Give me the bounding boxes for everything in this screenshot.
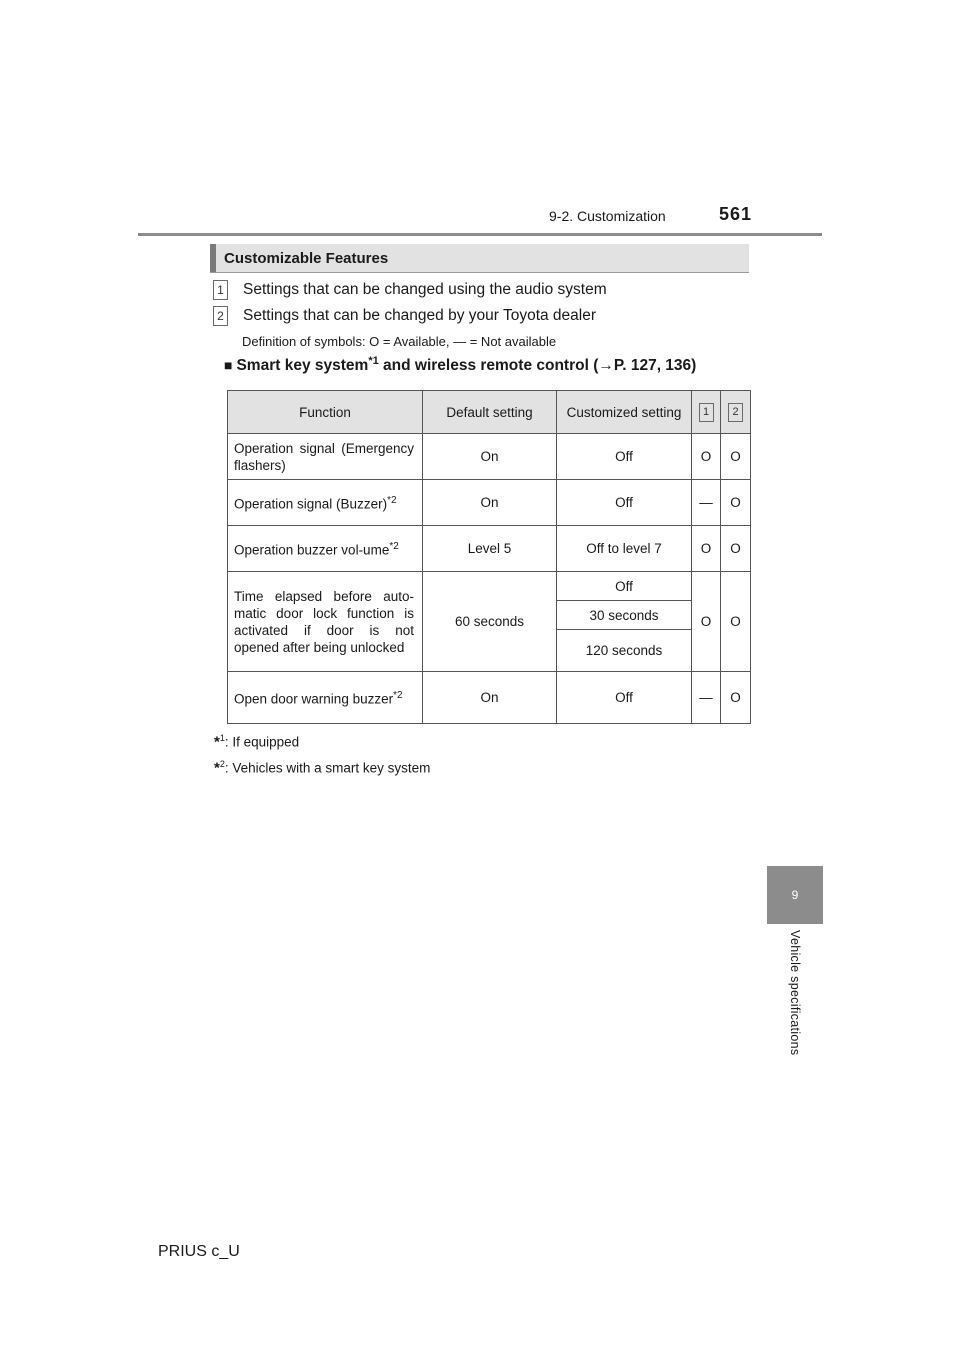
subheading-text-1: Smart key system bbox=[236, 357, 369, 375]
table-row bbox=[228, 480, 751, 526]
footer-model: PRIUS c_U bbox=[158, 1243, 240, 1260]
table-row bbox=[228, 672, 751, 724]
header-section: 9-2. Customization bbox=[549, 208, 666, 224]
row-col-2: O bbox=[721, 434, 751, 480]
row-customized-option: 120 seconds bbox=[557, 630, 692, 672]
arrow-right-icon: → bbox=[598, 357, 614, 375]
row-col-1: — bbox=[692, 672, 721, 724]
row-default: On bbox=[423, 480, 557, 526]
row-col-1: O bbox=[692, 572, 721, 672]
row-default: 60 seconds bbox=[423, 572, 557, 672]
footnote-text: : If equipped bbox=[224, 734, 300, 750]
row-function-text: Open door warning buzzer bbox=[234, 691, 394, 707]
asterisk-icon: * bbox=[214, 733, 220, 751]
row-function bbox=[228, 672, 423, 724]
chapter-label: Vehicle specifications bbox=[788, 930, 802, 1056]
row-function bbox=[228, 480, 423, 526]
chapter-tab[interactable] bbox=[767, 866, 823, 924]
header-customized: Customized setting bbox=[557, 391, 692, 434]
footnote-number: 1 bbox=[219, 733, 225, 743]
header-col-2 bbox=[721, 391, 751, 434]
legend-item-1 bbox=[213, 280, 607, 300]
row-col-2: O bbox=[721, 672, 751, 724]
row-customized: Off to level 7 bbox=[557, 526, 692, 572]
footnote-ref-1: *1 bbox=[368, 355, 379, 367]
number-1-icon: 1 bbox=[213, 280, 228, 300]
row-default: On bbox=[423, 434, 557, 480]
page-number: 561 bbox=[719, 204, 753, 224]
legend-text-2: Settings that can be changed by your Toyota dealer bbox=[243, 307, 597, 324]
row-function-text: Operation signal (Buzzer) bbox=[234, 496, 388, 512]
footnote-ref-2: *2 bbox=[393, 690, 403, 702]
table-row bbox=[228, 526, 751, 572]
symbol-definition: Definition of symbols: O = Available, — = Not available bbox=[242, 334, 557, 349]
header-default: Default setting bbox=[423, 391, 557, 434]
row-col-2: O bbox=[721, 572, 751, 672]
table-row bbox=[228, 434, 751, 480]
row-col-1: — bbox=[692, 480, 721, 526]
row-default: Level 5 bbox=[423, 526, 557, 572]
row-customized: Off bbox=[557, 480, 692, 526]
row-customized: Off bbox=[557, 434, 692, 480]
row-default: On bbox=[423, 672, 557, 724]
row-function bbox=[228, 526, 423, 572]
subheading-page-ref[interactable]: P. 127, 136) bbox=[613, 357, 697, 375]
header-function: Function bbox=[228, 391, 423, 434]
row-col-2: O bbox=[721, 480, 751, 526]
footnote-number: 2 bbox=[219, 759, 225, 769]
footnote-1 bbox=[214, 733, 299, 751]
section-title: Customizable Features bbox=[224, 250, 389, 267]
row-col-1: O bbox=[692, 526, 721, 572]
footnote-text: : Vehicles with a smart key system bbox=[224, 760, 431, 776]
number-2-icon: 2 bbox=[213, 306, 228, 326]
footnote-2 bbox=[214, 759, 430, 777]
number-2-icon: 2 bbox=[728, 403, 743, 422]
section-title-bar bbox=[210, 244, 749, 273]
row-customized-option: 30 seconds bbox=[557, 601, 692, 630]
row-customized: Off bbox=[557, 672, 692, 724]
legend-item-2 bbox=[213, 306, 596, 326]
footnote-ref-2: *2 bbox=[389, 541, 399, 553]
square-bullet-icon: ■ bbox=[224, 357, 233, 374]
footnote-ref-2: *2 bbox=[387, 495, 397, 507]
table-header-row bbox=[228, 391, 751, 434]
subheading-text-2: and wireless remote control ( bbox=[378, 357, 599, 375]
subheading bbox=[224, 355, 696, 375]
legend-text-1: Settings that can be changed using the audio system bbox=[243, 281, 607, 298]
asterisk-icon: * bbox=[214, 759, 220, 777]
row-function: Operation signal (Emergency flashers) bbox=[228, 434, 423, 480]
header-col-1 bbox=[692, 391, 721, 434]
row-function-text: Operation buzzer vol-ume bbox=[234, 542, 390, 558]
header-rule bbox=[138, 233, 822, 236]
number-1-icon: 1 bbox=[699, 403, 714, 422]
row-col-1: O bbox=[692, 434, 721, 480]
chapter-number: 9 bbox=[791, 888, 799, 902]
title-accent bbox=[210, 244, 216, 272]
settings-table bbox=[227, 390, 751, 724]
row-col-2: O bbox=[721, 526, 751, 572]
row-function: Time elapsed before auto-matic door lock function is activated if door is not opened after being unlocked bbox=[228, 572, 423, 672]
table-row bbox=[228, 572, 751, 601]
row-customized-option: Off bbox=[557, 572, 692, 601]
